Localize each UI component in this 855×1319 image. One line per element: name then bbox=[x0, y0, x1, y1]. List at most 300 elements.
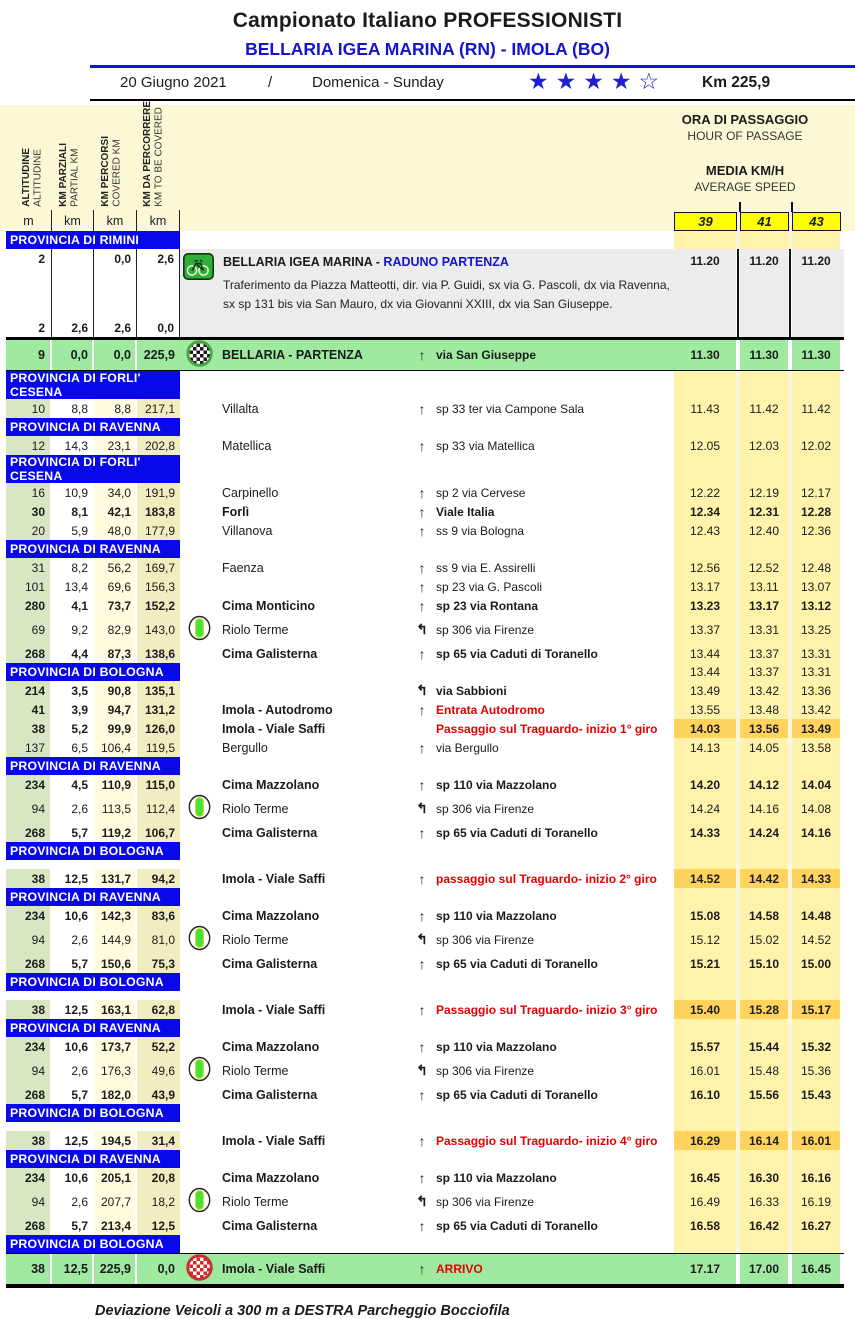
straight-arrow-icon bbox=[408, 719, 436, 738]
passage-time-43: 15.00 bbox=[792, 954, 840, 973]
km-to-cover-value: 0,0 bbox=[157, 321, 174, 335]
speed-39: 39 bbox=[674, 212, 737, 231]
passage-time-43: 12.28 bbox=[792, 502, 840, 521]
passage-time-43: 14.16 bbox=[792, 823, 840, 842]
passage-time-39: 12.34 bbox=[674, 502, 736, 521]
location-name: Cima Galisterna bbox=[222, 956, 318, 971]
partial-km-value: 10,6 bbox=[52, 1037, 92, 1056]
km-to-cover-value: 202,8 bbox=[137, 436, 180, 455]
passage-time-39: 14.20 bbox=[674, 775, 736, 794]
km-to-cover-value: 43,9 bbox=[137, 1085, 180, 1104]
passage-time-41: 12.31 bbox=[740, 502, 788, 521]
passage-time-43: 13.31 bbox=[792, 663, 840, 681]
icon-cell bbox=[180, 775, 218, 794]
passage-time-39: 12.56 bbox=[674, 558, 736, 577]
passage-time-39: 11.43 bbox=[674, 399, 736, 418]
passage-time-41: 13.42 bbox=[740, 681, 788, 700]
passage-time-41: 14.58 bbox=[740, 906, 788, 925]
race-route-title: BELLARIA IGEA MARINA (RN) - IMOLA (BO) bbox=[245, 39, 610, 59]
straight-arrow-icon: ↑ bbox=[418, 1132, 426, 1149]
altitude-value: 268 bbox=[6, 1216, 50, 1235]
passage-time-39: 12.43 bbox=[674, 521, 736, 540]
passage-time-43: 15.17 bbox=[792, 1000, 840, 1019]
passage-time-41: 15.10 bbox=[740, 954, 788, 973]
passage-time-39: 16.29 bbox=[674, 1131, 736, 1150]
partial-km-value: 4,1 bbox=[52, 596, 92, 615]
passage-time-41: 13.17 bbox=[740, 596, 788, 615]
icon-cell bbox=[180, 1056, 218, 1085]
icon-cell bbox=[180, 615, 218, 644]
road-direction: sp 110 via Mazzolano bbox=[436, 908, 557, 923]
altitude-value: 30 bbox=[6, 502, 50, 521]
straight-arrow-icon: ↑ bbox=[418, 824, 426, 841]
altitude-value: 94 bbox=[6, 925, 50, 954]
km-to-cover-value: 83,6 bbox=[137, 906, 180, 925]
passage-time-39 bbox=[674, 991, 736, 1000]
km-to-cover-value: 191,9 bbox=[137, 483, 180, 502]
passage-time-43: 14.33 bbox=[792, 869, 840, 888]
location-name: Cima Mazzolano bbox=[222, 1039, 320, 1054]
route-row bbox=[6, 794, 844, 823]
passage-time-43: 16.19 bbox=[792, 1187, 840, 1216]
altitude-value: 38 bbox=[6, 719, 50, 738]
passage-time-39: 13.23 bbox=[674, 596, 736, 615]
province-banner-label: PROVINCIA DI RAVENNA bbox=[6, 418, 180, 436]
passage-time-39: 11.20 bbox=[690, 254, 720, 268]
altitude-value: 234 bbox=[6, 1037, 50, 1056]
passage-time-41: 13.48 bbox=[740, 700, 788, 719]
location-name: Cima Galisterna bbox=[222, 1218, 318, 1233]
passage-time-39 bbox=[674, 231, 736, 249]
route-row bbox=[6, 436, 844, 455]
passage-time-41 bbox=[740, 888, 788, 906]
partial-km-value: 3,5 bbox=[52, 681, 92, 700]
passage-time-39: 12.05 bbox=[674, 436, 736, 455]
passage-time-39: 16.49 bbox=[674, 1187, 736, 1216]
passage-time-43 bbox=[792, 973, 840, 991]
passage-time-41 bbox=[740, 1104, 788, 1122]
passage-time-43: 14.04 bbox=[792, 775, 840, 794]
date-separator: / bbox=[268, 74, 273, 91]
km-to-cover-value: 135,1 bbox=[137, 681, 180, 700]
partial-km-value: 12,5 bbox=[52, 1131, 92, 1150]
location-name: Matellica bbox=[222, 438, 272, 453]
altitude-value: 268 bbox=[6, 823, 50, 842]
straight-arrow-icon: ↑ bbox=[418, 597, 426, 614]
covered-km-value: 205,1 bbox=[94, 1168, 135, 1187]
passage-time-39 bbox=[674, 973, 736, 991]
partial-km-value: 2,6 bbox=[71, 321, 88, 335]
passage-time-43: 13.12 bbox=[792, 596, 840, 615]
covered-km-value: 99,9 bbox=[94, 719, 135, 738]
province-banner-row bbox=[6, 371, 844, 399]
passage-time-39: 13.17 bbox=[674, 577, 736, 596]
partial-km-value: 14,3 bbox=[52, 436, 92, 455]
km-to-cover-value: 131,2 bbox=[137, 700, 180, 719]
covered-km-value: 194,5 bbox=[94, 1131, 135, 1150]
covered-km-value: 82,9 bbox=[94, 615, 135, 644]
location-name: Imola - Viale Saffi bbox=[222, 1133, 326, 1148]
passage-time-43 bbox=[792, 540, 840, 558]
icon-cell bbox=[180, 1085, 218, 1104]
passage-time-43: 14.48 bbox=[792, 906, 840, 925]
passage-time-41: 13.37 bbox=[740, 663, 788, 681]
icon-cell bbox=[180, 869, 218, 888]
straight-arrow-icon: ↑ bbox=[418, 645, 426, 662]
partial-km-value: 5,2 bbox=[52, 719, 92, 738]
partial-km-value: 10,9 bbox=[52, 483, 92, 502]
km-to-cover-value: 12,5 bbox=[137, 1216, 180, 1235]
altitude-value: 38 bbox=[6, 869, 50, 888]
altitude-value: 12 bbox=[6, 436, 50, 455]
covered-km-value: 144,9 bbox=[94, 925, 135, 954]
route-row bbox=[6, 596, 844, 615]
passage-time-43: 13.49 bbox=[792, 719, 840, 738]
covered-km-value: 119,2 bbox=[94, 823, 135, 842]
covered-km-value: 56,2 bbox=[94, 558, 135, 577]
km-to-cover-value: 183,8 bbox=[137, 502, 180, 521]
passage-time-39 bbox=[674, 888, 736, 906]
altitude-value: 268 bbox=[6, 954, 50, 973]
covered-km-value: 0,0 bbox=[114, 252, 131, 266]
turn-left-arrow-icon: ↰ bbox=[416, 931, 428, 947]
partial-km-value: 4,5 bbox=[52, 775, 92, 794]
altitude-value: 38 bbox=[6, 1131, 50, 1150]
passage-time-39: 15.40 bbox=[674, 1000, 736, 1019]
route-row bbox=[6, 700, 844, 719]
unit-partial: km bbox=[52, 210, 94, 231]
passage-time-39: 13.55 bbox=[674, 700, 736, 719]
covered-km-value: 8,8 bbox=[94, 399, 135, 418]
feed-zone-icon bbox=[188, 925, 211, 954]
passage-time-41 bbox=[740, 757, 788, 775]
route-row bbox=[6, 906, 844, 925]
altitude-value: 94 bbox=[6, 1056, 50, 1085]
straight-arrow-icon: ↑ bbox=[418, 484, 426, 501]
passage-time-43: 13.58 bbox=[792, 738, 840, 757]
road-direction: sp 306 via Firenze bbox=[436, 1063, 535, 1078]
straight-arrow-icon: ↑ bbox=[408, 340, 436, 370]
passage-time-43: 13.31 bbox=[792, 644, 840, 663]
passage-time-39 bbox=[674, 1122, 736, 1131]
speed-43: 43 bbox=[792, 212, 841, 231]
altitude-value: 280 bbox=[6, 596, 50, 615]
passage-time-39: 14.13 bbox=[674, 738, 736, 757]
km-to-cover-value: 143,0 bbox=[137, 615, 180, 644]
partial-km-value: 13,4 bbox=[52, 577, 92, 596]
icon-cell bbox=[180, 1216, 218, 1235]
location-name: Riolo Terme bbox=[222, 1063, 289, 1078]
passage-time-39: 13.37 bbox=[674, 615, 736, 644]
units-row bbox=[6, 210, 180, 231]
partial-km-value: 12,5 bbox=[52, 1254, 92, 1284]
province-banner-row bbox=[6, 842, 844, 860]
km-to-cover-value: 52,2 bbox=[137, 1037, 180, 1056]
km-to-cover-value: 112,4 bbox=[137, 794, 180, 823]
province-banner-label: PROVINCIA DI RIMINI bbox=[6, 231, 180, 249]
passage-time-43 bbox=[792, 860, 840, 869]
location-name: Cima Monticino bbox=[222, 598, 316, 613]
passage-header: ORA DI PASSAGGIO HOUR OF PASSAGE bbox=[681, 112, 809, 143]
straight-arrow-icon: ↑ bbox=[418, 503, 426, 520]
altitude-value: 2 bbox=[38, 252, 45, 266]
altitude-value: 94 bbox=[6, 1187, 50, 1216]
finish-row bbox=[6, 1253, 844, 1288]
route-row bbox=[6, 1168, 844, 1187]
altitude-value: 214 bbox=[6, 681, 50, 700]
province-banner-label: PROVINCIA DI RAVENNA bbox=[6, 757, 180, 775]
location-name: Cima Galisterna bbox=[222, 825, 318, 840]
passage-time-41: 14.16 bbox=[740, 794, 788, 823]
passage-time-43: 14.08 bbox=[792, 794, 840, 823]
altitude-value: 234 bbox=[6, 1168, 50, 1187]
passage-time-43: 13.07 bbox=[792, 577, 840, 596]
road-direction: sp 306 via Firenze bbox=[436, 622, 535, 637]
passage-time-41: 12.03 bbox=[740, 436, 788, 455]
altitude-value: 31 bbox=[6, 558, 50, 577]
turn-left-arrow-icon: ↰ bbox=[416, 800, 428, 816]
covered-km-value: 113,5 bbox=[94, 794, 135, 823]
passage-time-39 bbox=[674, 1150, 736, 1168]
location-name: Riolo Terme bbox=[222, 622, 289, 637]
average-speed-header: MEDIA KM/H AVERAGE SPEED bbox=[694, 163, 796, 194]
icon-cell bbox=[180, 436, 218, 455]
passage-time-43: 12.48 bbox=[792, 558, 840, 577]
road-direction: sp 65 via Caduti di Toranello bbox=[436, 646, 598, 661]
covered-km-value: 87,3 bbox=[94, 644, 135, 663]
partial-km-value: 2,6 bbox=[52, 925, 92, 954]
partial-km-value: 12,5 bbox=[52, 1000, 92, 1019]
location-name: BELLARIA IGEA MARINA - RADUNO PARTENZA bbox=[223, 255, 509, 269]
road-direction: sp 306 via Firenze bbox=[436, 932, 535, 947]
location-name: Imola - Viale Saffi bbox=[218, 1254, 408, 1284]
road-direction: sp 65 via Caduti di Toranello bbox=[436, 956, 598, 971]
province-banner-row bbox=[6, 757, 844, 775]
passage-time-41: 11.30 bbox=[740, 340, 788, 370]
km-to-cover-value: 81,0 bbox=[137, 925, 180, 954]
province-banner-row bbox=[6, 455, 844, 483]
partial-km-value: 9,2 bbox=[52, 615, 92, 644]
transfer-bikes-icon bbox=[183, 269, 214, 283]
passage-time-43: 12.17 bbox=[792, 483, 840, 502]
partial-km-value: 8,2 bbox=[52, 558, 92, 577]
route-row bbox=[6, 521, 844, 540]
covered-km-value: 48,0 bbox=[94, 521, 135, 540]
passage-time-39 bbox=[674, 1104, 736, 1122]
altitude-value: 20 bbox=[6, 521, 50, 540]
passage-time-41: 12.52 bbox=[740, 558, 788, 577]
passage-time-43 bbox=[792, 418, 840, 436]
icon-cell bbox=[180, 925, 218, 954]
passage-time-43: 16.16 bbox=[792, 1168, 840, 1187]
altitude-value: 9 bbox=[6, 340, 50, 370]
icon-cell bbox=[180, 954, 218, 973]
passage-time-43: 11.20 bbox=[801, 254, 831, 268]
province-banner-row bbox=[6, 1019, 844, 1037]
covered-km-value: 207,7 bbox=[94, 1187, 135, 1216]
location-name: Bergullo bbox=[222, 740, 268, 755]
province-banner-row bbox=[6, 1104, 844, 1122]
icon-cell bbox=[180, 1187, 218, 1216]
partial-km-value: 6,5 bbox=[52, 738, 92, 757]
passage-time-41 bbox=[740, 231, 788, 249]
partial-km-value: 10,6 bbox=[52, 906, 92, 925]
passage-time-41: 16.33 bbox=[740, 1187, 788, 1216]
passage-time-41: 15.48 bbox=[740, 1056, 788, 1085]
partial-km-value: 2,6 bbox=[52, 1187, 92, 1216]
passage-time-39: 15.08 bbox=[674, 906, 736, 925]
province-banner-label: PROVINCIA DI RAVENNA bbox=[6, 1150, 180, 1168]
passage-time-43: 14.52 bbox=[792, 925, 840, 954]
passage-time-41: 11.42 bbox=[740, 399, 788, 418]
location-name: Faenza bbox=[222, 560, 264, 575]
km-to-cover-value: 177,9 bbox=[137, 521, 180, 540]
road-direction: sp 65 via Caduti di Toranello bbox=[436, 825, 598, 840]
covered-km-value: 73,7 bbox=[94, 596, 135, 615]
covered-km-value: 90,8 bbox=[94, 681, 135, 700]
passage-time-39: 16.10 bbox=[674, 1085, 736, 1104]
finish-checkered-icon bbox=[186, 1254, 213, 1284]
passage-time-39: 13.44 bbox=[674, 663, 736, 681]
passage-time-43: 12.36 bbox=[792, 521, 840, 540]
partial-km-value: 4,4 bbox=[52, 644, 92, 663]
passage-time-43 bbox=[792, 1150, 840, 1168]
route-row bbox=[6, 577, 844, 596]
passage-time-41: 16.42 bbox=[740, 1216, 788, 1235]
passage-time-41 bbox=[740, 1235, 788, 1253]
passage-time-39 bbox=[674, 757, 736, 775]
partial-km-value: 8,8 bbox=[52, 399, 92, 418]
covered-km-value: 2,6 bbox=[114, 321, 131, 335]
passage-time-41: 13.31 bbox=[740, 615, 788, 644]
km-to-cover-value: 49,6 bbox=[137, 1056, 180, 1085]
province-banner-row bbox=[6, 231, 844, 249]
passage-time-39: 14.52 bbox=[674, 869, 736, 888]
km-to-cover-value: 156,3 bbox=[137, 577, 180, 596]
covered-km-value: 182,0 bbox=[94, 1085, 135, 1104]
passage-time-41: 14.12 bbox=[740, 775, 788, 794]
spacer-row bbox=[6, 860, 844, 869]
column-header-covered-km: KM PERCORSI COVERED KM bbox=[100, 136, 123, 207]
passage-time-39: 14.33 bbox=[674, 823, 736, 842]
straight-arrow-icon: ↑ bbox=[418, 776, 426, 793]
passage-time-39 bbox=[674, 842, 736, 860]
passage-time-39: 15.57 bbox=[674, 1037, 736, 1056]
road-direction: Passaggio sul Traguardo- inizio 4° giro bbox=[436, 1133, 658, 1148]
icon-cell bbox=[180, 1037, 218, 1056]
passage-time-41 bbox=[740, 991, 788, 1000]
route-row bbox=[6, 681, 844, 700]
altitude-value: 137 bbox=[6, 738, 50, 757]
province-banner-label: PROVINCIA DI BOLOGNA bbox=[6, 663, 180, 681]
passage-time-43: 15.32 bbox=[792, 1037, 840, 1056]
province-banner-row bbox=[6, 888, 844, 906]
province-banner-label: PROVINCIA DI BOLOGNA bbox=[6, 842, 180, 860]
road-direction: passaggio sul Traguardo- inizio 2° giro bbox=[436, 871, 657, 886]
passage-time-41 bbox=[740, 540, 788, 558]
covered-km-value: 34,0 bbox=[94, 483, 135, 502]
speed-41: 41 bbox=[740, 212, 789, 231]
partial-km-value: 5,7 bbox=[52, 1216, 92, 1235]
road-direction: Passaggio sul Traguardo- inizio 3° giro bbox=[436, 1002, 658, 1017]
passage-time-43 bbox=[792, 371, 840, 399]
passage-time-39: 16.45 bbox=[674, 1168, 736, 1187]
route-row bbox=[6, 954, 844, 973]
passage-time-41: 15.44 bbox=[740, 1037, 788, 1056]
location-name: Cima Mazzolano bbox=[222, 908, 320, 923]
passage-time-39: 16.58 bbox=[674, 1216, 736, 1235]
route-row bbox=[6, 1037, 844, 1056]
road-direction: sp 23 via Rontana bbox=[436, 598, 539, 613]
location-name: Forlì bbox=[222, 504, 250, 519]
altitude-value: 10 bbox=[6, 399, 50, 418]
altitude-value: 234 bbox=[6, 906, 50, 925]
province-banner-row bbox=[6, 1150, 844, 1168]
passage-time-41: 13.56 bbox=[740, 719, 788, 738]
unit-covered: km bbox=[94, 210, 137, 231]
passage-time-41 bbox=[740, 973, 788, 991]
route-row bbox=[6, 738, 844, 757]
location-name: Imola - Viale Saffi bbox=[222, 721, 326, 736]
province-banner-row bbox=[6, 540, 844, 558]
icon-cell bbox=[180, 521, 218, 540]
province-banner-label: PROVINCIA DI BOLOGNA bbox=[6, 1235, 180, 1253]
partial-km-value: 0,0 bbox=[52, 340, 92, 370]
passage-time-41: 11.20 bbox=[749, 254, 779, 268]
passage-time-43: 12.02 bbox=[792, 436, 840, 455]
passage-time-41: 12.40 bbox=[740, 521, 788, 540]
race-day: Domenica - Sunday bbox=[312, 74, 444, 91]
passage-time-41: 16.30 bbox=[740, 1168, 788, 1187]
icon-cell bbox=[180, 502, 218, 521]
km-to-cover-value: 126,0 bbox=[137, 719, 180, 738]
transfer-block bbox=[6, 249, 844, 337]
icon-cell bbox=[180, 558, 218, 577]
page-title: Campionato Italiano PROFESSIONISTI bbox=[232, 9, 623, 32]
passage-time-41: 12.19 bbox=[740, 483, 788, 502]
km-to-cover-value: 62,8 bbox=[137, 1000, 180, 1019]
passage-time-43: 13.36 bbox=[792, 681, 840, 700]
icon-cell bbox=[180, 399, 218, 418]
passage-time-39: 13.49 bbox=[674, 681, 736, 700]
route-row bbox=[6, 615, 844, 644]
location-name: Cima Galisterna bbox=[222, 1087, 318, 1102]
straight-arrow-icon: ↑ bbox=[418, 522, 426, 539]
covered-km-value: 23,1 bbox=[94, 436, 135, 455]
unit-altitude: m bbox=[6, 210, 52, 231]
location-name: Villanova bbox=[222, 523, 273, 538]
province-banner-label: PROVINCIA DI RAVENNA bbox=[6, 888, 180, 906]
location-name: Carpinello bbox=[222, 485, 279, 500]
unit-to-cover: km bbox=[137, 210, 180, 231]
icon-cell bbox=[180, 719, 218, 738]
road-direction: sp 110 via Mazzolano bbox=[436, 777, 557, 792]
road-direction: Viale Italia bbox=[436, 504, 495, 519]
date-row bbox=[90, 68, 855, 101]
passage-time-39: 14.24 bbox=[674, 794, 736, 823]
covered-km-value: 42,1 bbox=[94, 502, 135, 521]
straight-arrow-icon: ↑ bbox=[418, 1169, 426, 1186]
column-header-partial-km: KM PARZIALI PARTIAL KM bbox=[58, 143, 81, 207]
partial-km-value: 2,6 bbox=[52, 1056, 92, 1085]
passage-time-43: 15.43 bbox=[792, 1085, 840, 1104]
covered-km-value: 163,1 bbox=[94, 1000, 135, 1019]
icon-cell bbox=[180, 794, 218, 823]
passage-time-41 bbox=[740, 860, 788, 869]
spacer-row bbox=[6, 991, 844, 1000]
icon-cell bbox=[180, 1131, 218, 1150]
route-row bbox=[6, 644, 844, 663]
